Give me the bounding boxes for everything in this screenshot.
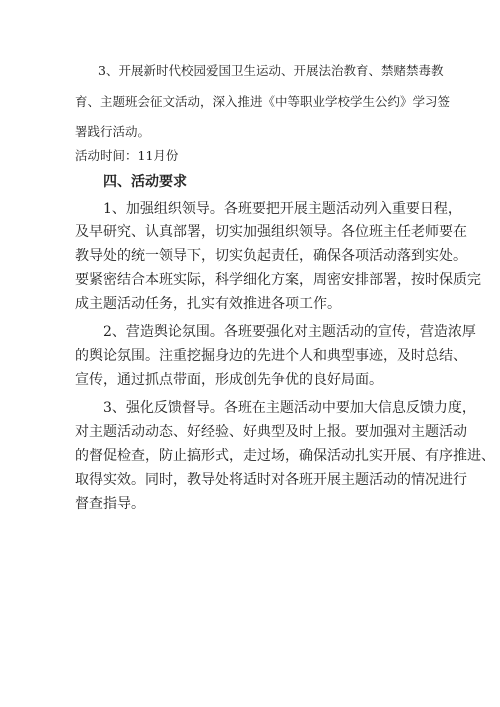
section-4-heading: 四、活动要求 <box>103 174 187 190</box>
requirement-3-line-4: 取得实效。同时，教导处将适时对各班开展主题活动的情况进行 <box>75 472 467 488</box>
requirement-1-line-3: 教导处的统一领导下，切实负起责任，确保各项活动落到实处。 <box>75 248 467 264</box>
requirement-2-line-1: 2、营造舆论氛围。各班要强化对主题活动的宣传，营造浓厚 <box>103 324 476 340</box>
requirement-1-line-2: 及早研究、认真部署，切实加强组织领导。各位班主任老师要在 <box>75 224 467 240</box>
requirement-1-line-1: 1、加强组织领导。各班要把开展主题活动列入重要日程， <box>103 201 462 217</box>
item-3-line-2: 育、主题班会征文活动，深入推进《中等职业学校学生公约》学习签 <box>75 94 451 109</box>
requirement-3-line-3: 的督促检查，防止搞形式，走过场，确保活动扎实开展、有序推进、 <box>75 448 495 464</box>
requirement-3-line-5: 督查指导。 <box>75 496 145 512</box>
requirement-2-line-3: 宣传，通过抓点带面，形成创先争优的良好局面。 <box>75 372 383 388</box>
requirement-2-line-2: 的舆论氛围。注重挖掘身边的先进个人和典型事迹，及时总结、 <box>75 348 467 364</box>
requirement-3-line-2: 对主题活动动态、好经验、好典型及时上报。要加强对主题活动 <box>75 424 467 440</box>
item-3-line-3: 署践行活动。 <box>75 124 151 139</box>
requirement-1-line-5: 成主题活动任务，扎实有效推进各项工作。 <box>75 296 341 312</box>
requirement-3-line-1: 3、强化反馈督导。各班在主题活动中要加大信息反馈力度， <box>103 400 476 416</box>
item-3-line-1: 3、开展新时代校园爱国卫生运动、开展法治教育、禁赌禁毒教 <box>98 63 444 78</box>
requirement-1-line-4: 要紧密结合本班实际，科学细化方案，周密安排部署，按时保质完 <box>75 272 481 288</box>
activity-time: 活动时间：11月份 <box>75 148 179 163</box>
